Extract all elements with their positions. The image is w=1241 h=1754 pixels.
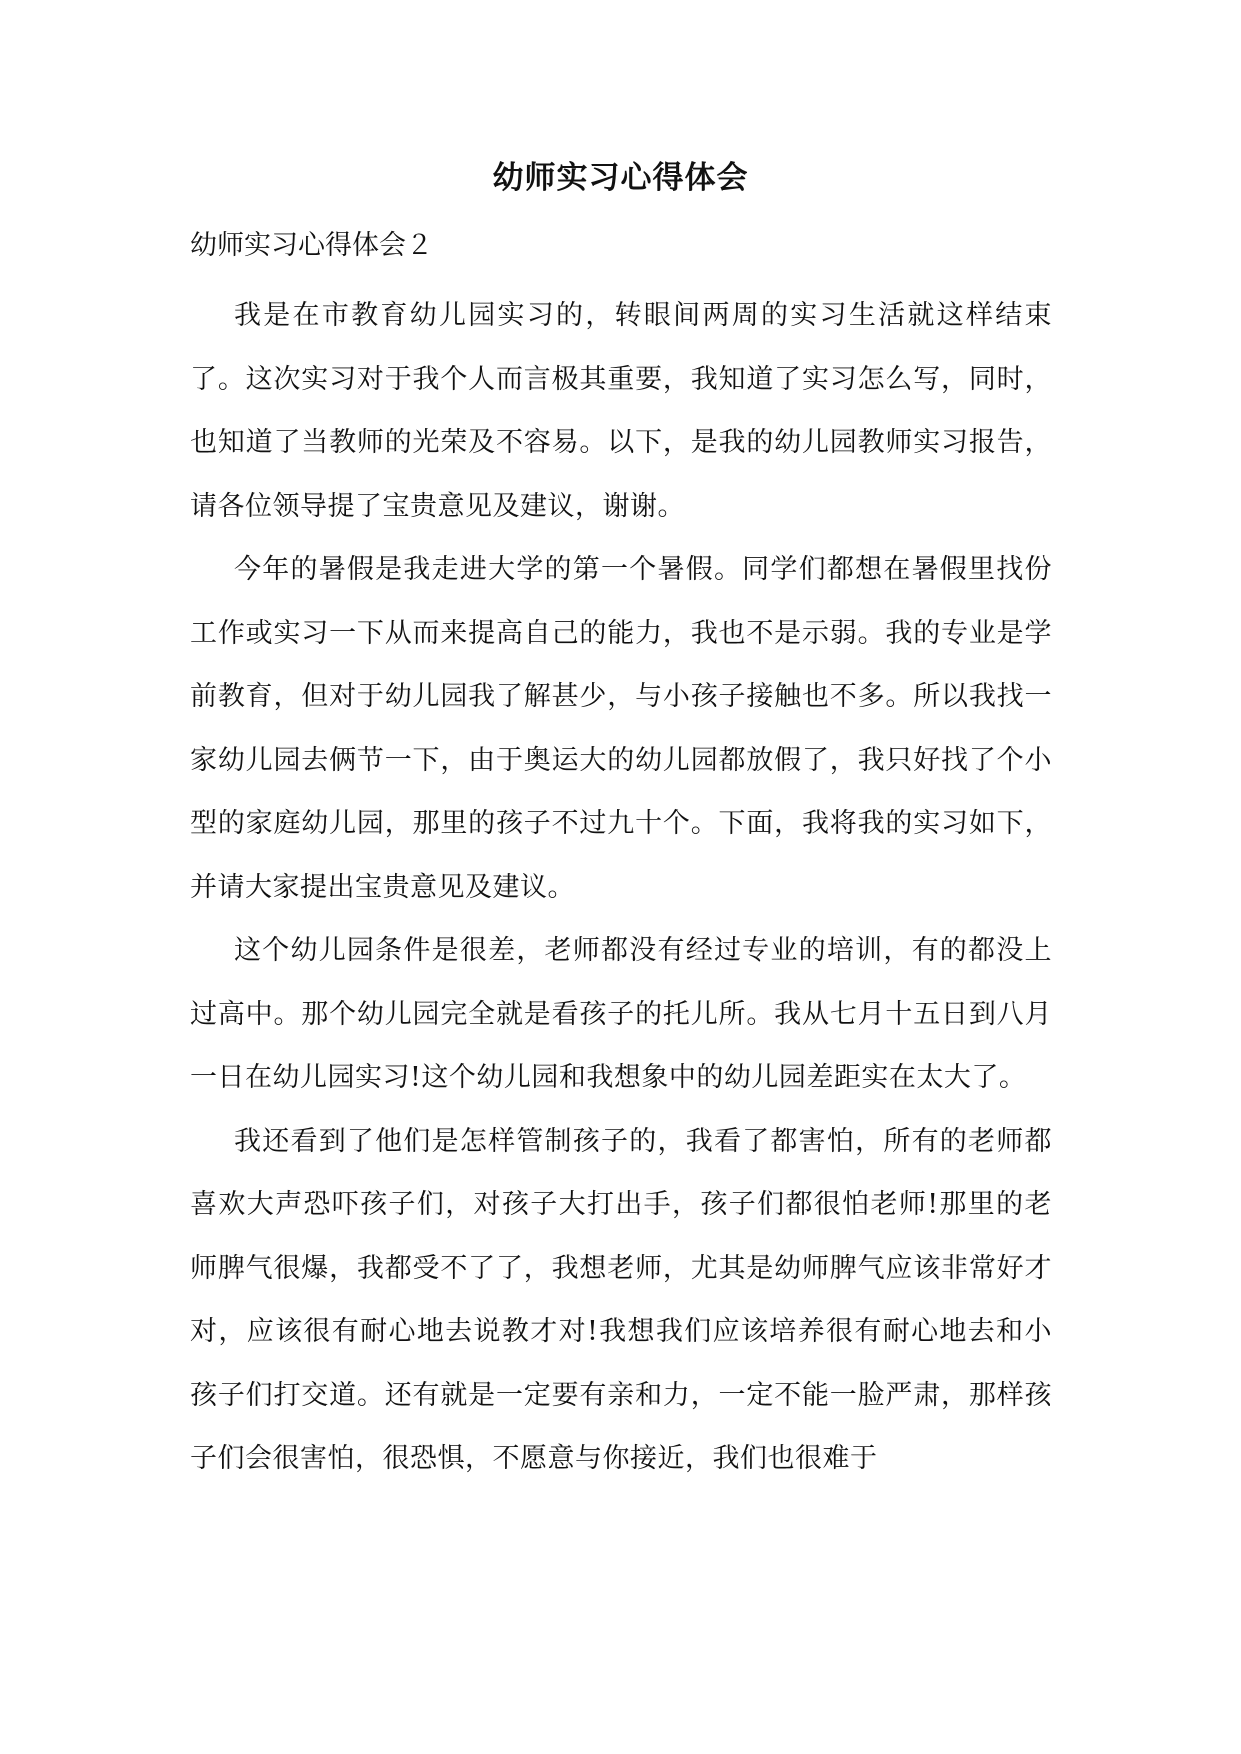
paragraph: 今年的暑假是我走进大学的第一个暑假。同学们都想在暑假里找份工作或实习一下从而来提高自己的能力，我也不是示弱。我的专业是学前教育，但对于幼儿园我了解甚少，与小孩子接触也不多。所以我找一家幼儿园去俩节一下，由于奥运大的幼儿园都放假了，我只好找了个小型的家庭幼儿园，那里的孩子不过九十个。下面，我将我的实习如下，并请大家提出宝贵意见及建议。: [190, 554, 1052, 903]
document-body: [190, 284, 1052, 1491]
document-title: 幼师实习心得体会: [492, 160, 749, 196]
paragraph: 我还看到了他们是怎样管制孩子的，我看了都害怕，所有的老师都喜欢大声恐吓孩子们，对孩子大打出手，孩子们都很怕老师!那里的老师脾气很爆，我都受不了了，我想老师，尤其是幼师脾气应该非常好才对，应该很有耐心地去说教才对!我想我们应该培养很有耐心地去和小孩子们打交道。还有就是一定要有亲和力，一定不能一脸严肃，那样孩子们会很害怕，很恐惧，不愿意与你接近，我们也很难于: [190, 1125, 1052, 1474]
paragraph: 我是在市教育幼儿园实习的，转眼间两周的实习生活就这样结束了。这次实习对于我个人而言极其重要，我知道了实习怎么写，同时，也知道了当教师的光荣及不容易。以下，是我的幼儿园教师实习报告，请各位领导提了宝贵意见及建议，谢谢。: [190, 300, 1052, 522]
paragraph: 这个幼儿园条件是很差，老师都没有经过专业的培训，有的都没上过高中。那个幼儿园完全就是看孩子的托儿所。我从七月十五日到八月一日在幼儿园实习!这个幼儿园和我想象中的幼儿园差距实在太大了。: [190, 935, 1052, 1093]
document-subtitle: 幼师实习心得体会２: [190, 230, 433, 261]
